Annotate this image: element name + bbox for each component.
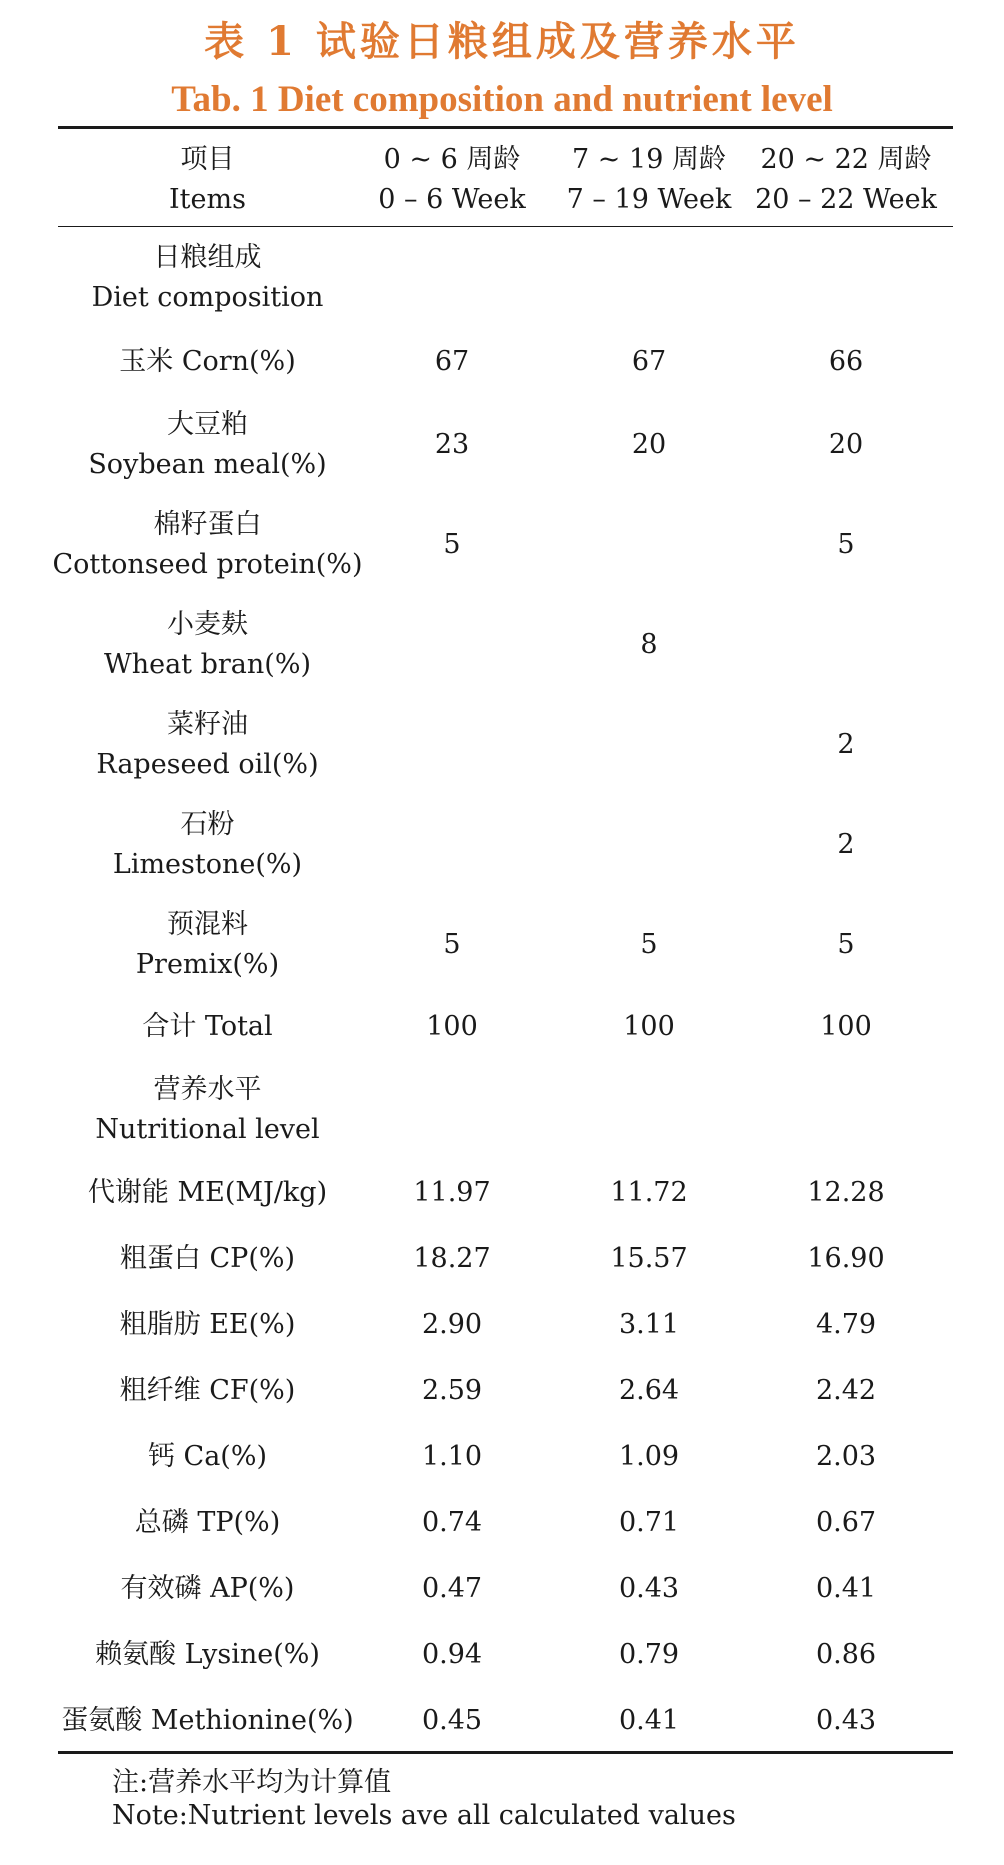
row-value: 11.97: [413, 1177, 491, 1208]
section-nutri-en: Nutritional level: [95, 1114, 320, 1145]
row-label: 合计 Total: [142, 1011, 273, 1042]
row-value: 66: [828, 346, 864, 377]
row-value: 0.45: [421, 1705, 483, 1736]
table-row: [0, 1369, 1004, 1413]
row-label: 粗蛋白 CP(%): [119, 1243, 296, 1274]
table-row-total: [0, 1005, 1004, 1049]
row-value: 5: [443, 929, 461, 960]
row-value: 20: [631, 429, 667, 460]
row-value: 0.41: [815, 1573, 877, 1604]
row-value: 2.42: [815, 1375, 877, 1406]
row-label: 预混料 Premix(%): [135, 909, 280, 980]
row-value: 2.59: [421, 1375, 483, 1406]
section-nutri-cn: 营养水平: [153, 1074, 262, 1105]
table-row: [0, 1633, 1004, 1677]
row-value: 67: [631, 346, 667, 377]
row-value: 100: [426, 1011, 478, 1042]
row-value: [572, 803, 726, 887]
row-value: [376, 803, 528, 887]
row-value: 2.03: [815, 1441, 877, 1472]
table-row: [0, 1435, 1004, 1479]
row-value: 3.11: [618, 1309, 680, 1340]
row-value: 0.67: [815, 1507, 877, 1538]
row-value: 8: [640, 629, 658, 660]
row-value: 67: [434, 346, 470, 377]
row-value: 2: [837, 829, 855, 860]
row-label: 总磷 TP(%): [134, 1507, 281, 1538]
row-value: 100: [820, 1011, 872, 1042]
table-row: [0, 903, 1004, 987]
header-period-2: [566, 136, 732, 224]
table-note-cn: 注:营养水平均为计算值: [112, 1767, 392, 1798]
table-row: [0, 603, 1004, 687]
row-value: 15.57: [610, 1243, 688, 1274]
row-value: 1.10: [421, 1441, 483, 1472]
row-label: 赖氨酸 Lysine(%): [95, 1639, 320, 1670]
row-value: [572, 703, 726, 787]
header-items-en: Items: [169, 184, 246, 215]
header-period-3: [755, 136, 937, 224]
header-period-3-en: 20 – 22 Week: [755, 184, 937, 215]
table-row: [0, 340, 1004, 384]
row-value: 0.41: [618, 1705, 680, 1736]
table-top-rule: [58, 126, 953, 129]
table-row: [0, 1303, 1004, 1347]
row-value: 18.27: [413, 1243, 491, 1274]
row-value: 0.86: [815, 1639, 877, 1670]
row-label: 蛋氨酸 Methionine(%): [61, 1705, 354, 1736]
row-value: [376, 703, 528, 787]
row-value: 100: [623, 1011, 675, 1042]
row-label: 小麦麸 Wheat bran(%): [103, 609, 312, 680]
header-items-cn: 项目: [180, 144, 235, 175]
row-value: 11.72: [610, 1177, 688, 1208]
header-period-1-cn: 0 ~ 6 周龄: [383, 144, 521, 175]
table-bottom-rule: [58, 1751, 953, 1754]
row-value: 12.28: [807, 1177, 885, 1208]
row-value: [768, 603, 924, 687]
row-value: 5: [443, 529, 461, 560]
row-value: [376, 603, 528, 687]
header-period-3-cn: 20 ~ 22 周龄: [760, 144, 932, 175]
row-value: 23: [434, 429, 470, 460]
header-period-1-en: 0 – 6 Week: [378, 184, 526, 215]
row-label: 有效磷 AP(%): [120, 1573, 295, 1604]
row-value: 0.47: [421, 1573, 483, 1604]
table-row: [0, 1699, 1004, 1743]
row-value: 5: [837, 529, 855, 560]
row-value: 5: [640, 929, 658, 960]
row-value: 16.90: [807, 1243, 885, 1274]
row-value: 1.09: [618, 1441, 680, 1472]
section-heading-diet: [0, 234, 1004, 322]
table-row: [0, 1567, 1004, 1611]
header-period-2-cn: 7 ~ 19 周龄: [572, 144, 726, 175]
row-value: 4.79: [815, 1309, 877, 1340]
row-value: 0.43: [815, 1705, 877, 1736]
row-label: 粗脂肪 EE(%): [119, 1309, 296, 1340]
header-period-2-en: 7 – 19 Week: [566, 184, 732, 215]
table-title-cn: 表 1 试验日粮组成及营养水平: [204, 18, 800, 65]
row-label: 菜籽油 Rapeseed oil(%): [96, 709, 319, 780]
row-value: 0.79: [618, 1639, 680, 1670]
row-label: 粗纤维 CF(%): [119, 1375, 296, 1406]
table-row: [0, 1501, 1004, 1545]
section-heading-nutrition: [0, 1066, 1004, 1154]
table-header-row: [0, 136, 1004, 224]
row-value: 20: [828, 429, 864, 460]
row-value: 2: [837, 729, 855, 760]
row-value: 5: [837, 929, 855, 960]
row-value: 0.74: [421, 1507, 483, 1538]
table-row: [0, 1237, 1004, 1281]
row-label: 棉籽蛋白 Cottonseed protein(%): [52, 509, 363, 580]
row-value: 0.43: [618, 1573, 680, 1604]
table-row: [0, 803, 1004, 887]
row-label: 代谢能 ME(MJ/kg): [87, 1177, 328, 1208]
table-row: [0, 1171, 1004, 1215]
row-value: 2.90: [421, 1309, 483, 1340]
table-row: [0, 703, 1004, 787]
row-value: 0.94: [421, 1639, 483, 1670]
row-label: 大豆粕 Soybean meal(%): [88, 409, 327, 480]
section-diet-cn: 日粮组成: [153, 242, 262, 273]
header-period-1: [376, 136, 528, 224]
row-label: 石粉 Limestone(%): [112, 809, 303, 880]
row-value: 2.64: [618, 1375, 680, 1406]
table-row: [0, 403, 1004, 487]
row-value: [572, 503, 726, 587]
table-note-en: Note:Nutrient levels ave all calculated values: [112, 1800, 736, 1831]
header-items: [40, 136, 375, 224]
table-header-rule: [58, 226, 953, 227]
row-label: 钙 Ca(%): [147, 1441, 268, 1472]
row-value: 0.71: [618, 1507, 680, 1538]
table-row: [0, 503, 1004, 587]
table-title-en: Tab. 1 Diet composition and nutrient level: [171, 79, 833, 120]
section-diet-en: Diet composition: [91, 282, 324, 313]
row-label: 玉米 Corn(%): [119, 346, 296, 377]
